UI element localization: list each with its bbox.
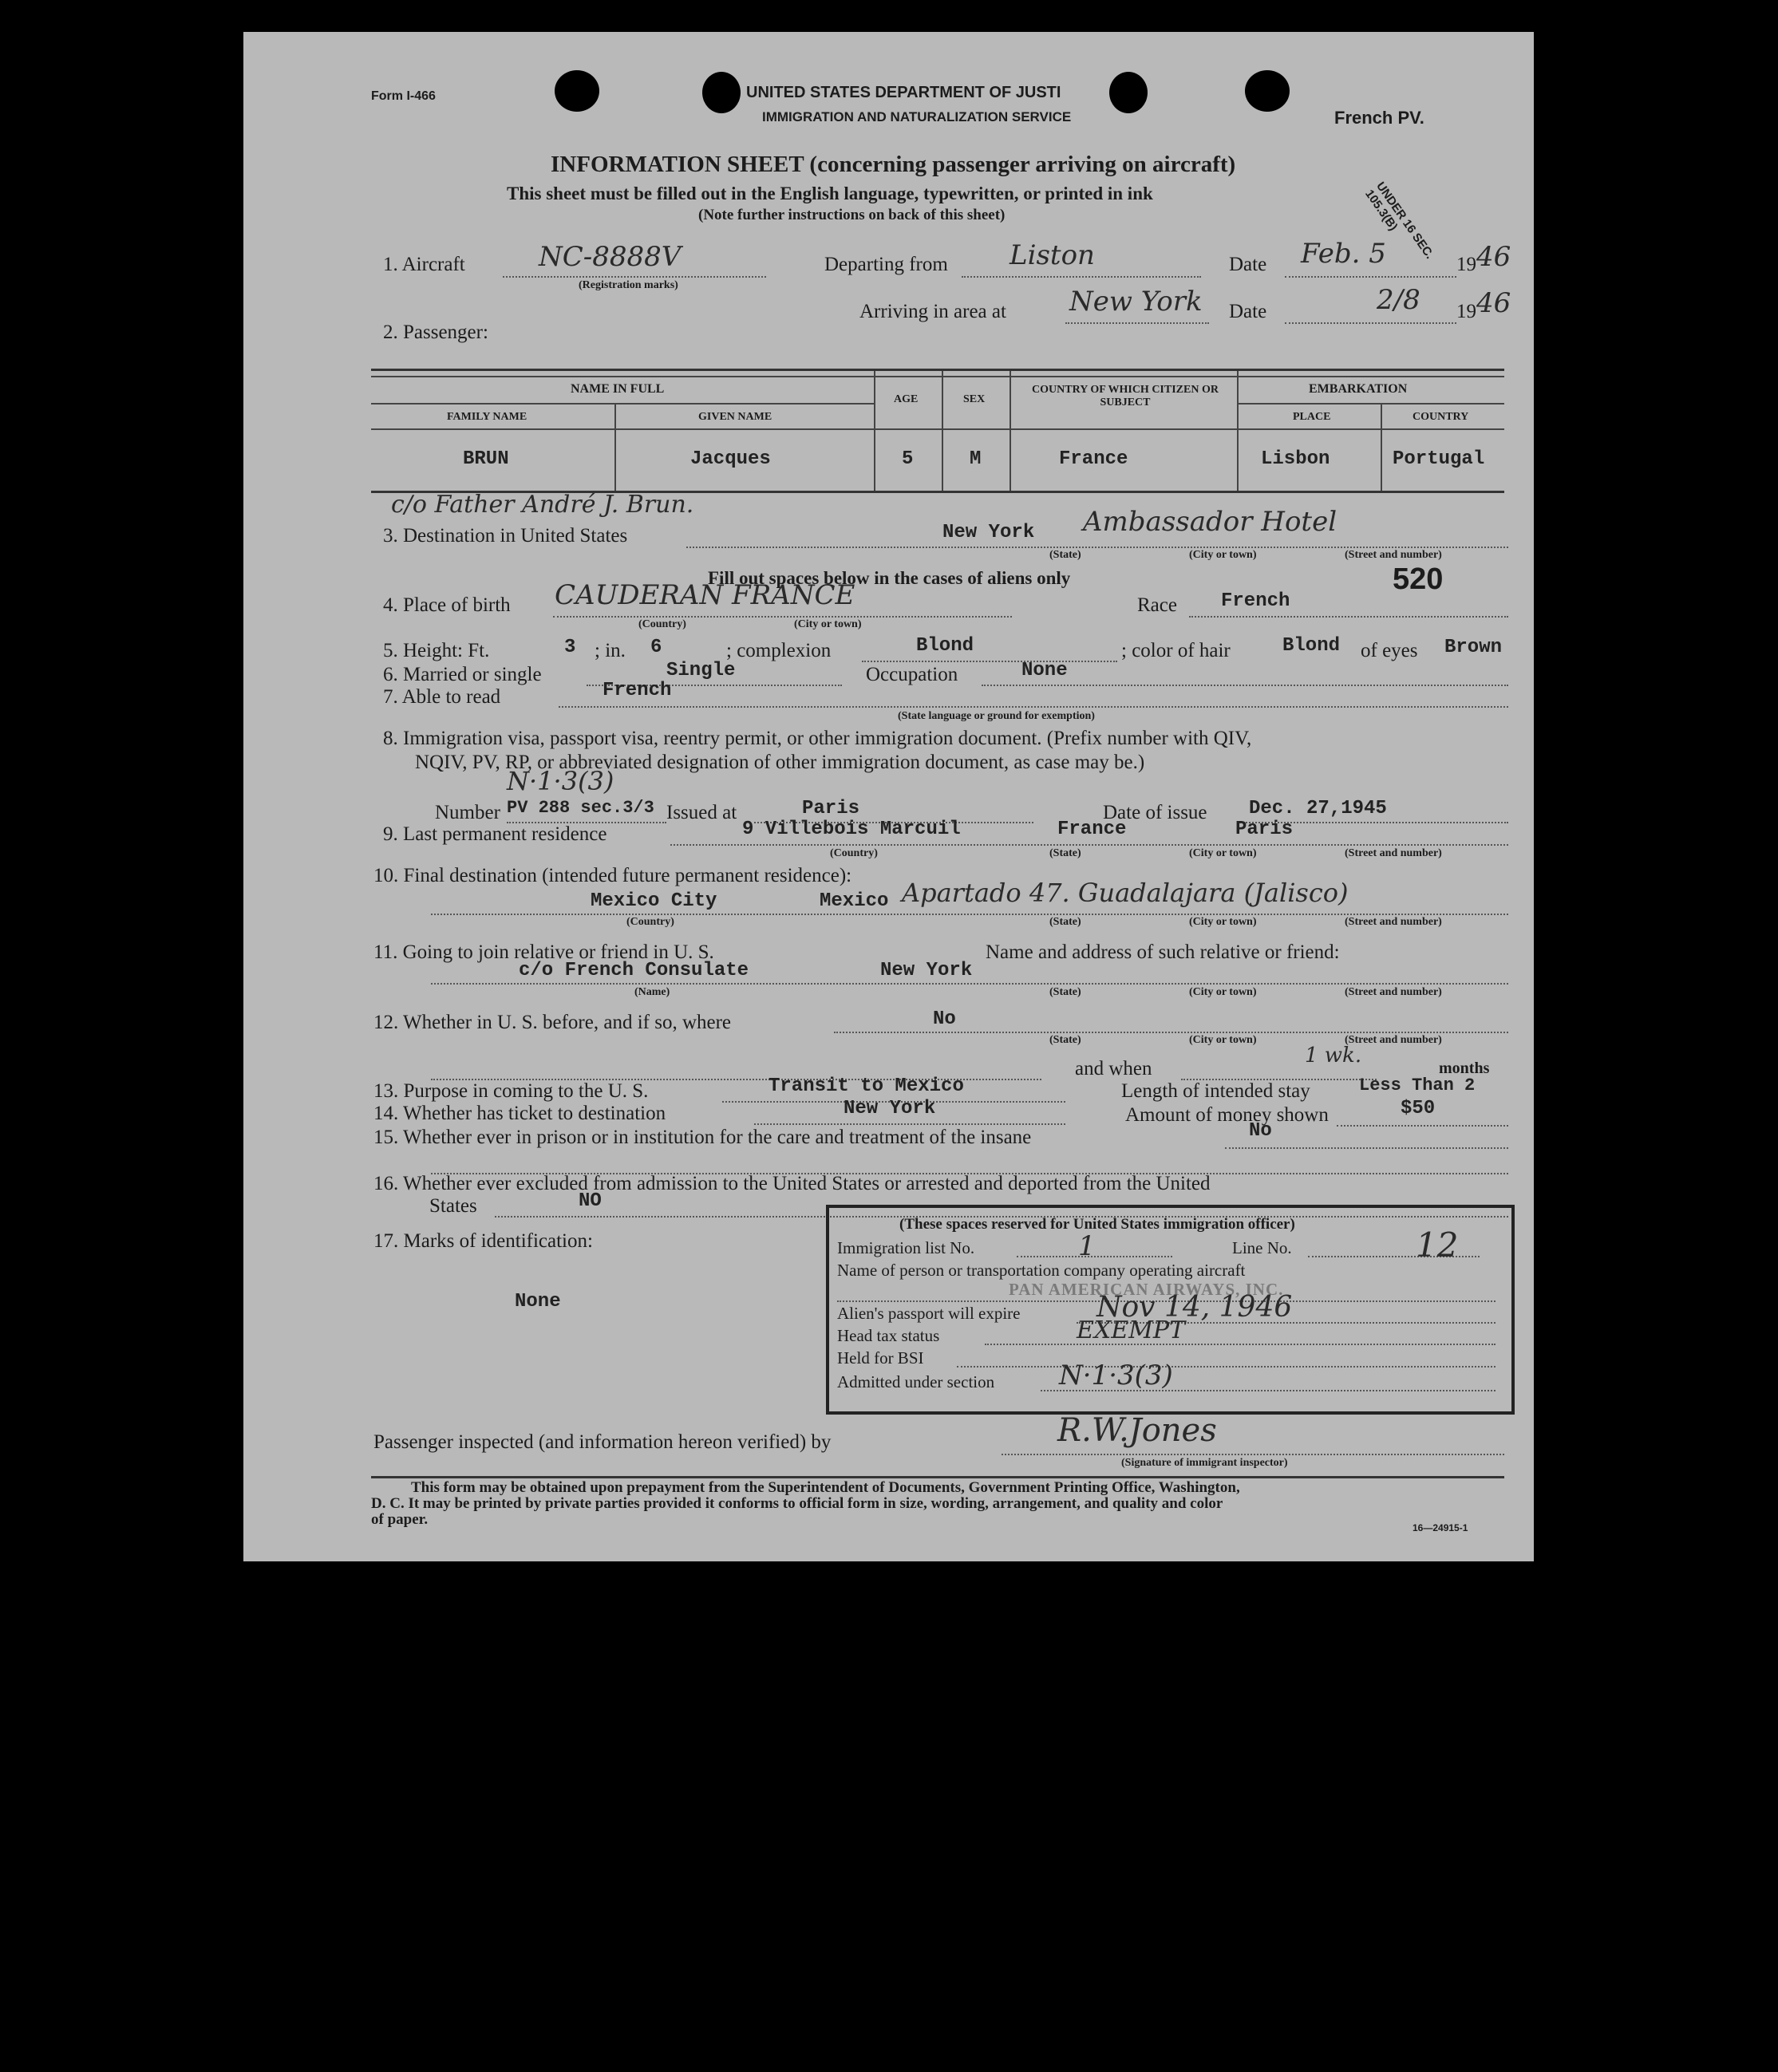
final-street-caption: (Street and number) xyxy=(1345,916,1442,928)
occupation-label: Occupation xyxy=(866,664,958,685)
embark-country-value: Portugal xyxy=(1393,448,1485,470)
q11-join-label: 11. Going to join relative or friend in U. S. xyxy=(373,941,714,963)
marital-value: Single xyxy=(666,660,736,681)
visa-handwritten-value: N·1·3(3) xyxy=(507,766,614,796)
read-caption: (State language or ground for exemption) xyxy=(898,710,1095,722)
form-note: (Note further instructions on back of this sheet) xyxy=(698,207,1006,223)
height-ft-value: 3 xyxy=(564,637,576,658)
citizen-header: COUNTRY OF WHICH CITIZEN OR SUBJECT xyxy=(1032,384,1219,408)
aircraft-registration-value: NC-8888V xyxy=(539,241,682,273)
arrive-date-label: Date xyxy=(1229,301,1267,322)
final-country-value: Mexico City xyxy=(591,890,717,912)
res-street-caption: (Street and number) xyxy=(1345,847,1442,859)
q2-passenger-label: 2. Passenger: xyxy=(383,322,488,343)
operator-label: Name of person or transportation company operating aircraft xyxy=(837,1261,1246,1280)
given-name-header: GIVEN NAME xyxy=(698,411,772,423)
line-no-value: 12 xyxy=(1416,1225,1459,1265)
prison-value: No xyxy=(1249,1120,1272,1142)
footer-line2: D. C. It may be printed by private parties provided it conforms to official form in size, wording, arrangement, and quality and color xyxy=(371,1495,1223,1512)
arriving-label: Arriving in area at xyxy=(859,301,1006,322)
purpose-value: Transit to Mexico xyxy=(768,1075,964,1097)
hair-value: Blond xyxy=(1282,635,1341,657)
birth-city-caption: (City or town) xyxy=(794,618,862,630)
held-bsi-label: Held for BSI xyxy=(837,1348,924,1368)
passenger-table xyxy=(371,369,1504,493)
q15-prison-label: 15. Whether ever in prison or in institution for the care and treatment of the insane xyxy=(373,1127,1032,1148)
record-code: 520 xyxy=(1393,562,1444,596)
footer-code: 16—24915-1 xyxy=(1413,1522,1468,1533)
list-no-label: Immigration list No. xyxy=(837,1238,975,1257)
q13-purpose-label: 13. Purpose in coming to the U. S. xyxy=(373,1080,649,1102)
given-name-value: Jacques xyxy=(690,448,771,470)
embarkation-header: EMBARKATION xyxy=(1309,382,1408,396)
form-number: Form I-466 xyxy=(371,89,436,103)
visa-number-label: Number xyxy=(435,802,500,823)
footer-line1: This form may be obtained upon prepayment from the Superintendent of Documents, Government Printing Office, Washington, xyxy=(411,1479,1240,1496)
visa-number-value: PV 288 sec.3/3 xyxy=(507,798,654,818)
stay-label: Length of intended stay xyxy=(1121,1080,1310,1102)
res-city-caption: (City or town) xyxy=(1189,847,1257,859)
complexion-value: Blond xyxy=(916,635,974,657)
passport-expire-label: Alien's passport will expire xyxy=(837,1304,1021,1323)
q9-residence-label: 9. Last permanent residence xyxy=(383,823,607,845)
q3-destination-label: 3. Destination in United States xyxy=(383,525,628,547)
eyes-value: Brown xyxy=(1444,637,1503,658)
admitted-value: N·1·3(3) xyxy=(1059,1360,1173,1391)
punch-hole-left xyxy=(555,70,599,112)
q5-height-label: 5. Height: Ft. xyxy=(383,640,490,661)
stay-value: Less Than 2 xyxy=(1359,1075,1476,1095)
arrive-date-value: 2/8 xyxy=(1377,284,1420,316)
departing-label: Departing from xyxy=(824,254,948,275)
relative-name-caption: (Name) xyxy=(634,986,670,998)
registration-caption: (Registration marks) xyxy=(579,279,678,291)
months-label: months xyxy=(1439,1060,1490,1077)
before-street-caption: (Street and number) xyxy=(1345,1034,1442,1046)
dest-city-caption: (City or town) xyxy=(1189,549,1257,561)
family-name-value: BRUN xyxy=(463,448,509,470)
q7-read-label: 7. Able to read xyxy=(383,686,501,708)
relative-street-caption: (Street and number) xyxy=(1345,986,1442,998)
eyes-label: of eyes xyxy=(1361,640,1418,661)
q14-ticket-label: 14. Whether has ticket to destination xyxy=(373,1103,666,1124)
depart-date-value: Feb. 5 xyxy=(1301,238,1386,270)
q1-aircraft-label: 1. Aircraft xyxy=(383,254,465,275)
inspector-signature: R.W.Jones xyxy=(1057,1412,1217,1449)
final-street-value: Apartado 47. Guadalajara (Jalisco) xyxy=(902,878,1349,908)
q8-line2: NQIV, PV, RP, or abbreviated designation of other immigration document, as case may be.) xyxy=(415,752,1145,773)
head-tax-value: EXEMPT xyxy=(1077,1316,1186,1344)
race-label: Race xyxy=(1137,594,1177,616)
read-language-value: French xyxy=(603,680,672,701)
arriving-value: New York xyxy=(1069,286,1203,318)
residence-street-value: 9 Villebois Marcuil xyxy=(742,819,961,840)
date-of-issue-value: Dec. 27,1945 xyxy=(1249,798,1387,819)
height-in-label: ; in. xyxy=(595,640,626,661)
final-state-caption: (State) xyxy=(1049,916,1081,928)
residence-country-value: France xyxy=(1057,819,1127,840)
q17-marks-label: 17. Marks of identification: xyxy=(373,1230,593,1252)
complexion-label: ; complexion xyxy=(726,640,832,661)
before-city-caption: (City or town) xyxy=(1189,1034,1257,1046)
q16-excluded-line2: States xyxy=(429,1195,477,1217)
q4-birth-label: 4. Place of birth xyxy=(383,594,511,616)
family-name-header: FAMILY NAME xyxy=(447,411,527,423)
form-subtitle: This sheet must be filled out in the English language, typewritten, or printed in ink xyxy=(507,184,1153,203)
information-sheet-document xyxy=(243,32,1534,1561)
sex-header: SEX xyxy=(963,393,986,405)
ticket-value: New York xyxy=(844,1098,936,1119)
stamp-mark: UNDER 16 SEC. 105.3(B) xyxy=(1362,180,1437,262)
immigration-officer-box xyxy=(826,1205,1515,1415)
money-label: Amount of money shown xyxy=(1125,1104,1329,1126)
money-value: $50 xyxy=(1401,1098,1436,1119)
residence-city-value: Paris xyxy=(1235,819,1294,840)
birth-country-caption: (Country) xyxy=(638,618,686,630)
q16-excluded-line1: 16. Whether ever excluded from admission to the United States or arrested and deported from the United xyxy=(373,1173,1211,1194)
dest-street-caption: (Street and number) xyxy=(1345,549,1442,561)
destination-street-value: Ambassador Hotel xyxy=(1083,506,1337,538)
passport-expire-value: Nov 14, 1946 xyxy=(1096,1291,1293,1324)
depart-year-prefix: 19 xyxy=(1456,254,1476,275)
occupation-value: None xyxy=(1021,660,1068,681)
hair-label: ; color of hair xyxy=(1121,640,1231,661)
height-in-value: 6 xyxy=(650,637,662,658)
department-heading: UNITED STATES DEPARTMENT OF JUSTI xyxy=(746,84,1061,101)
race-value: French xyxy=(1221,590,1290,612)
dest-state-caption: (State) xyxy=(1049,549,1081,561)
destination-state-value: New York xyxy=(942,522,1035,543)
aliens-note: Fill out spaces below in the cases of aliens only xyxy=(708,568,1071,588)
age-value: 5 xyxy=(902,448,914,470)
country-header: COUNTRY xyxy=(1413,411,1469,423)
marks-value: None xyxy=(515,1291,561,1312)
place-header: PLACE xyxy=(1293,411,1331,423)
relative-state-value: New York xyxy=(880,960,973,981)
embark-place-value: Lisbon xyxy=(1261,448,1330,470)
age-header: AGE xyxy=(894,393,919,405)
head-tax-label: Head tax status xyxy=(837,1326,940,1345)
service-heading: IMMIGRATION AND NATURALIZATION SERVICE xyxy=(762,109,1072,124)
operator-value: PAN AMERICAN AIRWAYS, INC. xyxy=(1009,1280,1284,1299)
visa-note: French PV. xyxy=(1334,108,1424,128)
when-value: 1 wk. xyxy=(1305,1044,1362,1068)
signature-caption: (Signature of immigrant inspector) xyxy=(1121,1457,1288,1469)
birthplace-value: CAUDERAN FRANCE xyxy=(555,579,855,611)
line-no-label: Line No. xyxy=(1232,1238,1292,1257)
admitted-label: Admitted under section xyxy=(837,1372,995,1391)
issued-at-value: Paris xyxy=(802,798,860,819)
arrive-year-prefix: 19 xyxy=(1456,301,1476,322)
final-city-caption: (City or town) xyxy=(1189,916,1257,928)
form-title: INFORMATION SHEET (concerning passenger arriving on aircraft) xyxy=(551,152,1236,177)
when-label: and when xyxy=(1075,1058,1152,1079)
inspection-label: Passenger inspected (and information hereon verified) by xyxy=(373,1431,832,1453)
list-no-value: 1 xyxy=(1078,1230,1096,1262)
relative-address-label: Name and address of such relative or friend: xyxy=(986,941,1340,963)
care-of-value: c/o Father André J. Brun. xyxy=(391,491,694,519)
footer-line3: of paper. xyxy=(371,1511,429,1528)
depart-date-label: Date xyxy=(1229,254,1267,275)
q10-final-destination-label: 10. Final destination (intended future permanent residence): xyxy=(373,865,852,886)
punch-hole-center-right xyxy=(1109,72,1148,113)
excluded-value: NO xyxy=(579,1190,602,1212)
issued-at-label: Issued at xyxy=(666,802,737,823)
sex-value: M xyxy=(970,448,982,470)
final-country-caption: (Country) xyxy=(626,916,674,928)
date-of-issue-label: Date of issue xyxy=(1103,802,1207,823)
relative-state-caption: (State) xyxy=(1049,986,1081,998)
punch-hole-center-left xyxy=(702,72,741,113)
relative-name-value: c/o French Consulate xyxy=(519,960,749,981)
officer-box-heading: (These spaces reserved for United States immigration officer) xyxy=(899,1216,1295,1233)
arrive-year-value: 46 xyxy=(1476,287,1511,319)
relative-city-caption: (City or town) xyxy=(1189,986,1257,998)
citizen-value: France xyxy=(1059,448,1128,470)
q6-marital-label: 6. Married or single xyxy=(383,664,542,685)
name-in-full-header: NAME IN FULL xyxy=(571,382,665,396)
res-country-caption: (Country) xyxy=(830,847,878,859)
before-value: No xyxy=(933,1008,956,1030)
q8-line1: 8. Immigration visa, passport visa, reentry permit, or other immigration document. (Prefix number with QIV, xyxy=(383,728,1252,749)
departing-value: Liston xyxy=(1010,239,1095,271)
punch-hole-right xyxy=(1245,70,1290,112)
q12-before-label: 12. Whether in U. S. before, and if so, where xyxy=(373,1012,732,1033)
before-state-caption: (State) xyxy=(1049,1034,1081,1046)
res-state-caption: (State) xyxy=(1049,847,1081,859)
final-state-value: Mexico xyxy=(820,890,889,912)
depart-year-value: 46 xyxy=(1476,241,1511,273)
